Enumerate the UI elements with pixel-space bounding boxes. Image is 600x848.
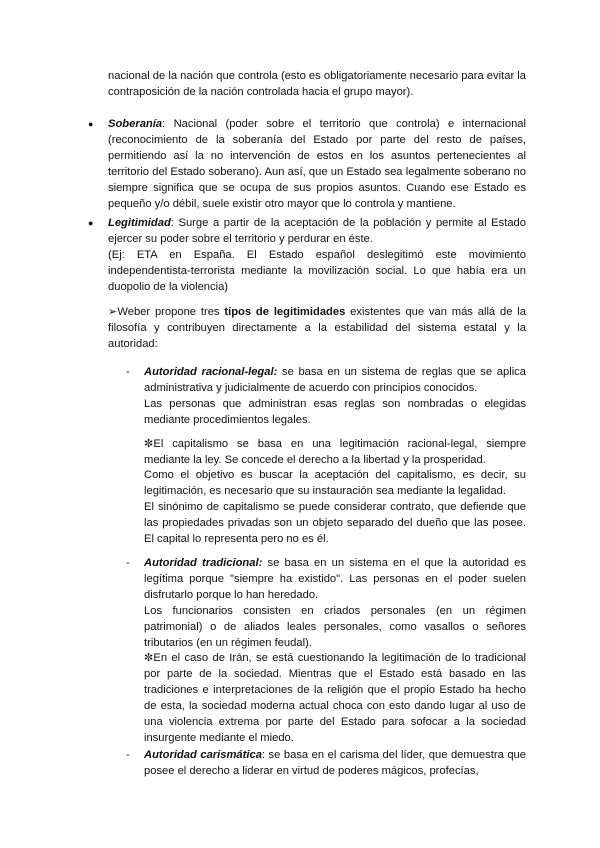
carismatica-text: : se basa en el carisma del líder, que demuestra que posee el derecho a liderar en virtud de poderes mágicos, profecías,	[144, 749, 526, 777]
carismatica-term: Autoridad carismática	[144, 749, 262, 761]
soberania-term: Soberanía	[108, 118, 163, 130]
soberania-text: : Nacional (poder sobre el territorio que controla) e internacional (reconocimiento de la soberanía del Estado por parte del resto de países, permitiendo así la no intervención de estos en los asuntos pertenecientes al territorio del Estado soberano). Aun así, que un Estado sea legalmente soberano no siempre significa que se ocupa de sus propios asuntos. Cuando ese Estado es pequeño y/o débil, suele existir otro mayor que lo controla y mantiene.	[108, 118, 526, 210]
tradicional-term: Autoridad tradicional:	[144, 557, 263, 569]
legitimidad-example: (Ej: ETA en España. El Estado español deslegitimó este movimiento independentista-terrorista mediante la movilización social. Lo que había era un duopolio de la violencia)	[108, 248, 526, 293]
weber-text-2: existentes que van más allá de la filosofía y contribuyen directamente a la estabilidad del sistema estatal y la autoridad:	[108, 306, 526, 350]
arrow-icon: ➢	[108, 306, 118, 318]
dash-icon: -	[126, 557, 130, 569]
tradicional-block	[144, 556, 526, 747]
racional-text: se basa en un sistema de reglas que se aplica administrativa y judicialmente de acuerdo con principios conocidos.	[144, 366, 526, 394]
dash-icon: -	[126, 749, 130, 761]
legitimidad-text: : Surge a partir de la aceptación de la población y permite al Estado ejercer su poder sobre el territorio y perdurar en éste.	[108, 217, 526, 245]
bullet-icon: ●	[88, 218, 94, 228]
tradicional-text: se basa en un sistema en el que la autoridad es legítima porque "siempre ha existido". Las personas en el poder suelen disfrutarlo porque lo han heredado.	[144, 557, 526, 601]
racional-note: ✼El capitalismo se basa en una legitimación racional-legal, siempre mediante la ley. Se concede el derecho a la libertad y la prosperidad.	[144, 437, 526, 466]
legitimidad-paragraph	[108, 216, 526, 296]
dash-icon: -	[126, 366, 130, 378]
soberania-paragraph	[108, 117, 526, 212]
carismatica-block	[144, 748, 526, 780]
intro-text: nacional de la nación que controla (esto es obligatoriamente necesario para evitar la contraposición de la nación controlada hacia el grupo mayor).	[108, 70, 526, 98]
legitimidad-term: Legitimidad	[108, 217, 171, 229]
weber-bold: tipos de legitimidades	[224, 306, 346, 318]
racional-p2: Las personas que administran esas reglas son nombradas o elegidas mediante procedimientos legales.	[144, 397, 526, 426]
racional-p4: Como el objetivo es buscar la aceptación del capitalismo, es decir, su legitimación, es necesario que su instauración sea mediante la legalidad.	[144, 469, 526, 498]
racional-p5: El sinónimo de capitalismo se puede considerar contrato, que defiende que las propiedades privadas son un objeto separado del dueño que las posee. El capital lo representa pero no es él.	[144, 501, 526, 546]
weber-text-1: Weber propone tres	[117, 306, 225, 318]
bullet-icon: ●	[88, 119, 94, 129]
racional-term: Autoridad racional-legal:	[144, 366, 278, 378]
tradicional-note: ✼En el caso de Irán, se está cuestionando la legitimación de lo tradicional por parte de la sociedad. Mientras que el Estado está basado en las tradiciones e interpretaciones de la religión que el propio Estado ha hecho de esta, la sociedad moderna actual choca con esto dando lugar al uso de una violencia extrema por parte del Estado para sofocar a la sociedad insurgente mediante el miedo.	[144, 652, 526, 744]
intro-paragraph	[108, 69, 526, 101]
racional-block	[144, 365, 526, 548]
tradicional-p2: Los funcionarios consisten en criados personales (en un régimen patrimonial) o de aliados leales personales, como vasallos o señores tributarios (en un régimen feudal).	[144, 604, 526, 649]
weber-paragraph	[108, 305, 526, 353]
